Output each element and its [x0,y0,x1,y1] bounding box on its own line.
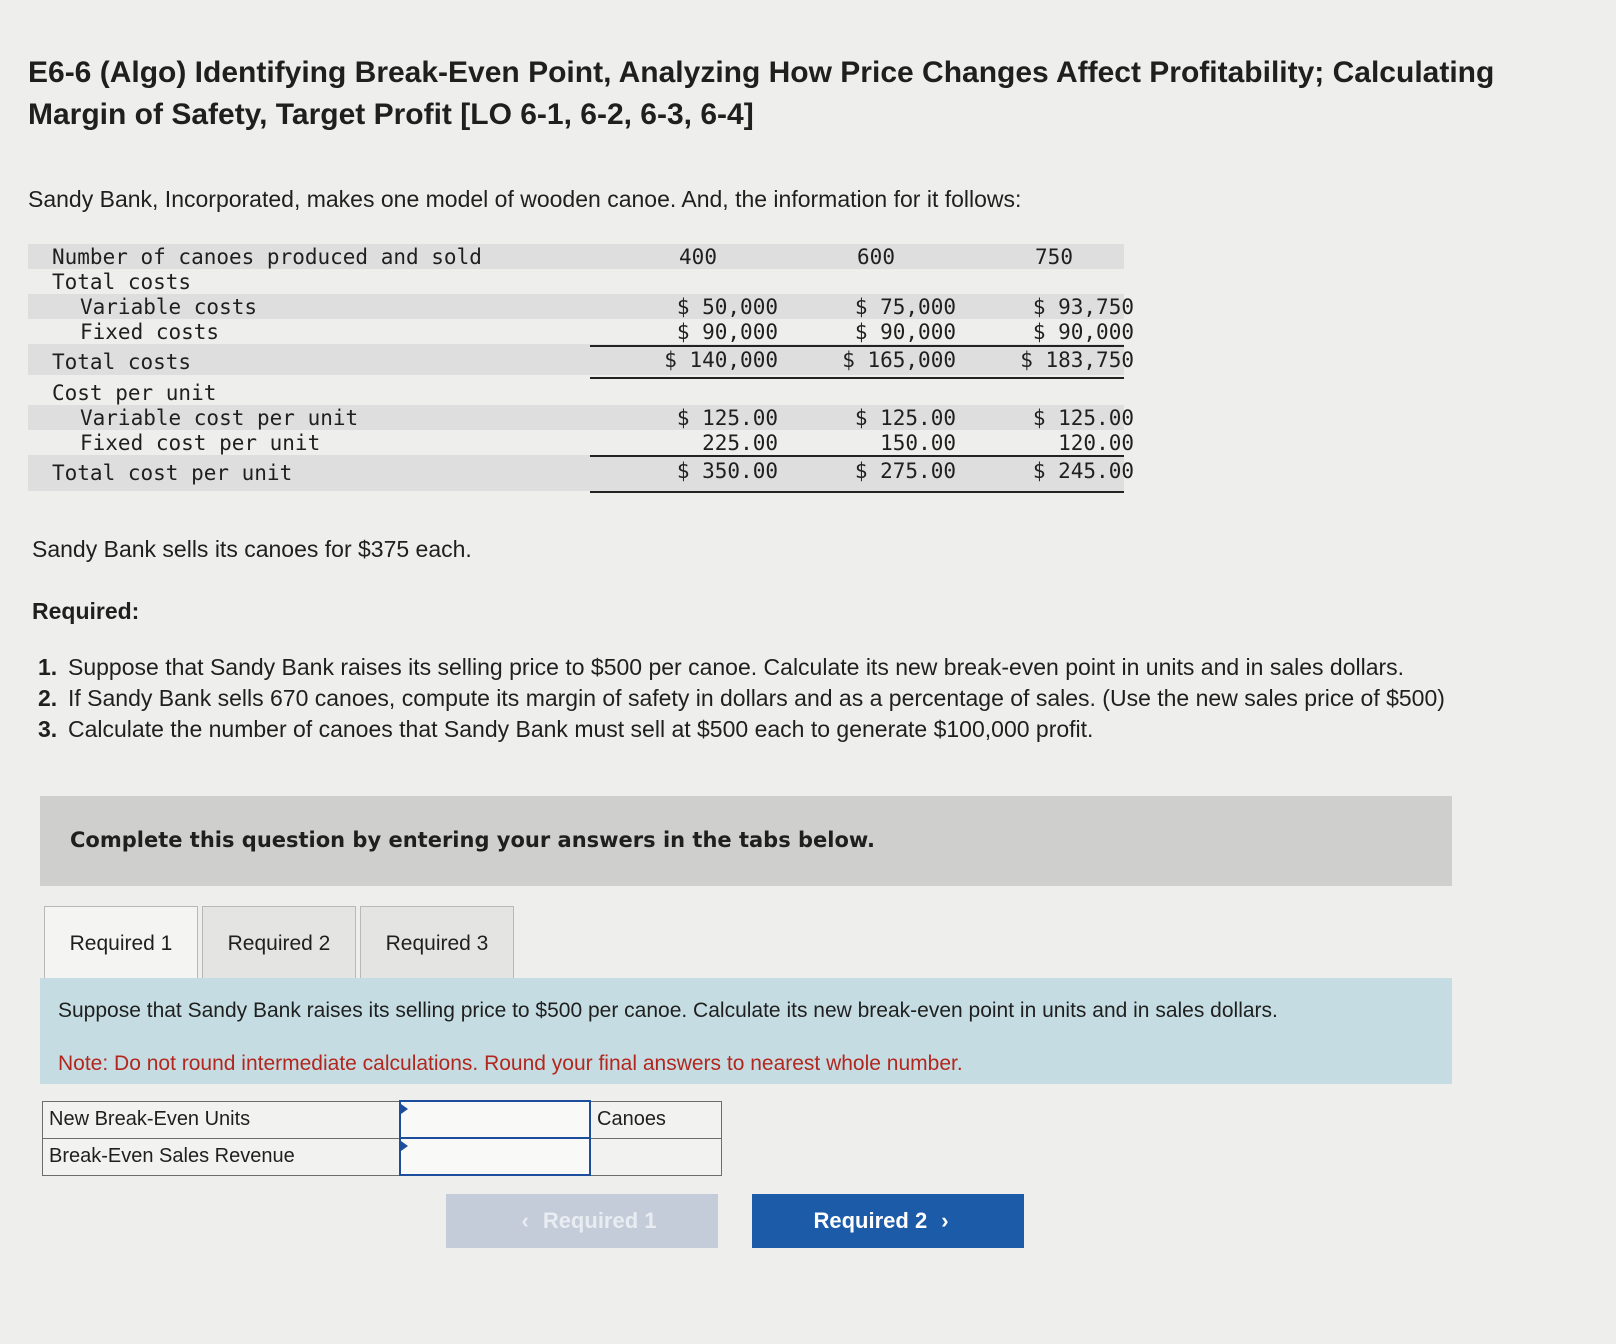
table-row [28,375,1124,405]
cell-value: $ 275.00 [854,459,956,483]
cell-value: $ 125.00 [676,406,778,430]
chevron-left-icon: ‹ [521,1208,529,1233]
cell-value: $ 165,000 [842,348,956,372]
intro-text: Sandy Bank, Incorporated, makes one model of wooden canoe. And, the information for it follows: [28,186,1022,212]
row-label: Cost per unit [52,381,217,405]
total-rule [590,377,1124,379]
cost-table [28,244,1134,491]
item-number: 3. [38,716,58,742]
list-item [38,714,1598,745]
cell-value: 120.00 [1058,431,1134,455]
row-label: Variable costs [80,295,258,319]
cell-value: 150.00 [880,431,956,455]
row-label: Fixed cost per unit [80,431,321,455]
chevron-right-icon: › [941,1208,949,1233]
break-even-sales-input[interactable] [401,1139,589,1174]
row-label: Variable cost per unit [80,406,359,430]
cell-value: $ 90,000 [1032,320,1134,344]
header-label: Number of canoes produced and sold [52,245,482,269]
question-panel [40,978,1452,1084]
table-row [28,244,1124,269]
table-row [28,294,1134,319]
next-button-label: Required 2 [813,1208,928,1233]
table-row [28,405,1134,430]
row-label: Fixed costs [80,320,220,344]
table-row [28,430,1134,455]
table-row [43,1101,722,1138]
table-row [28,269,1124,294]
cell-value: $ 350.00 [676,459,778,483]
answer-label: New Break-Even Units [43,1101,401,1138]
list-item [38,683,1598,714]
tab-required-1[interactable]: Required 1 [44,906,198,982]
item-text: If Sandy Bank sells 670 canoes, compute its margin of safety in dollars and as a percentage of sales. (Use the new sales price of $500) [68,685,1445,711]
prev-button-label: Required 1 [542,1208,657,1233]
answer-unit: Canoes [590,1101,722,1138]
tab-required-2[interactable]: Required 2 [202,906,356,982]
cell-value: $ 90,000 [854,320,956,344]
requirements-list [38,652,1598,745]
row-label: Total costs [52,270,192,294]
sells-text: Sandy Bank sells its canoes for $375 each. [32,536,472,562]
cell-value: $ 125.00 [1032,406,1134,430]
page-title: E6-6 (Algo) Identifying Break-Even Point, Analyzing How Price Changes Affect Profitability; Calculating Margin of Safety, Target Profit [LO 6-1, 6-2, 6-3, 6-4] [28,56,1495,131]
column-header: 750 [1035,245,1073,269]
table-row [28,319,1134,344]
cell-value: $ 93,750 [1032,295,1134,319]
panel-question: Suppose that Sandy Bank raises its selling price to $500 per canoe. Calculate its new break-even point in units and in sales dollars. [58,999,1278,1022]
cell-value: $ 125.00 [854,406,956,430]
tab-required-3[interactable]: Required 3 [360,906,514,982]
cell-value: $ 245.00 [1032,459,1134,483]
list-item [38,652,1598,683]
cell-value: $ 183,750 [1020,348,1134,372]
required-heading: Required: [32,598,140,624]
subtotal-rule [590,455,1124,457]
answer-table [42,1100,722,1176]
prev-required-button[interactable] [446,1194,718,1248]
item-number: 2. [38,685,58,711]
row-label: Total cost per unit [52,461,293,485]
instruction-banner [40,796,1452,886]
next-required-button[interactable] [752,1194,1024,1248]
cell-value: $ 90,000 [676,320,778,344]
item-text: Calculate the number of canoes that Sandy Bank must sell at $500 each to generate $100,000 profit. [68,716,1094,742]
break-even-units-input[interactable] [401,1102,589,1137]
table-row [43,1138,722,1175]
item-text: Suppose that Sandy Bank raises its selling price to $500 per canoe. Calculate its new break-even point in units and in sales dollars. [68,654,1405,680]
answer-label: Break-Even Sales Revenue [43,1138,401,1175]
cell-value: $ 50,000 [676,295,778,319]
item-number: 1. [38,654,58,680]
banner-text: Complete this question by entering your answers in the tabs below. [70,828,875,852]
column-header: 400 [679,245,717,269]
break-even-units-input-cell[interactable] [400,1101,590,1138]
break-even-sales-input-cell[interactable] [400,1138,590,1175]
row-label: Total costs [52,350,192,374]
cell-value: $ 75,000 [854,295,956,319]
cell-value: $ 140,000 [664,348,778,372]
column-header: 600 [857,245,895,269]
subtotal-rule [590,345,1124,347]
panel-note: Note: Do not round intermediate calculations. Round your final answers to nearest whole number. [58,1052,963,1075]
cell-value: 225.00 [702,431,778,455]
total-rule [590,491,1124,493]
table-row [28,344,1134,375]
table-row [28,455,1134,491]
answer-unit [590,1138,722,1175]
